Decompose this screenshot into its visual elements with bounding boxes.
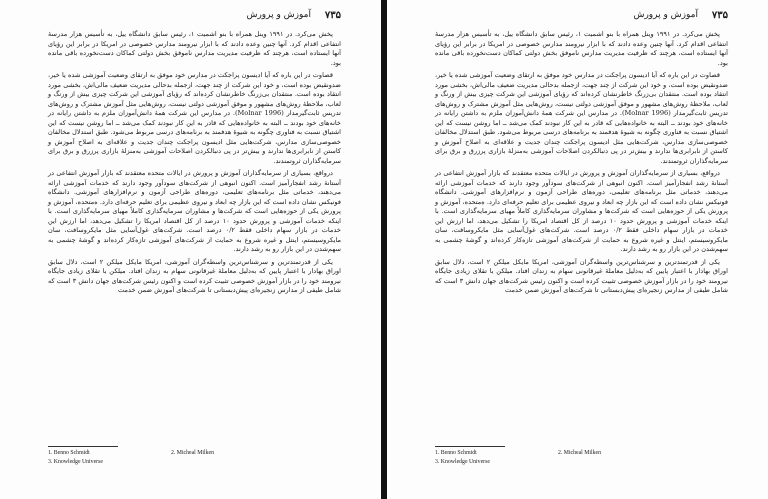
footnote-3: 3. Knowledge Universe bbox=[48, 459, 103, 465]
footnote-3: 3. Knowledge Universe bbox=[435, 459, 490, 465]
paragraph: یکی از قدرتمندترین و سرشناس‌ترین واسطه‌گران آموزشی، امریکا مایکل میلکن ۲ است، دلال سابق اوراق بهادار با اعتبار پایین که به‌دلیل معاملهٔ غیرقانونی سهام به زندان افتاد. میلکن با تقلای زیادی جایگاه نیرومند خود را در بازار آموزش خصوصی تثبیت کرده است و اکنون رئیس شرکت‌های جهان دانش ۳ است که شامل طیفی از مدارس زنجیره‌ای پیش‌دبستانی تا شرکت‌های آموزش ضمن خدمت bbox=[48, 257, 341, 294]
paragraph: درواقع، بسیاری از سرمایه‌گذاران آموزش و پرورش در ایالات متحده معتقدند که بازار آموزش انتفاعی در آستانهٔ رشد انفجارآمیز است. اکنون انبوهی از شرکت‌های سودآور وجود دارند که خدمات آموزشی ارائه می‌دهند، خدماتی مثل برنامه‌های تعلیمی، دوره‌های طراحی آزمون و نرم‌افزارهای آموزشی. دانشگاه فونیکس نشان داده است که این بازار چه ابعاد و نیروی عظیمی برای تعلیم حرفه‌ای دارد. ه‌متحده، آموزش و پرورش یکی از حوزه‌هایی است که شرکت‌ها و مشاوران سرمایه‌گذاری کاملاً مهیای سرمایه‌گذاری است. با اینکه خدمات آموزشی و پرورش حدود ۱۰ درصد از کل اقتصاد امریکا را تشکیل می‌دهد، اما ارزش این خدمات در بازار سهام داخلی فقط ۰/۲ درصد است. شرکت‌های غول‌آسایی مثل مایکروسافت، سان مایکروسیستم، اینتل و غیره شروع به حمایت از شرکت‌های آموزشی تازه‌کار کرده‌اند و گوشهٔ چشمی به سهم‌شدن در این بازار رو به رشد دارند. bbox=[435, 169, 728, 253]
paragraph: قصاوت در این باره که آیا ادیسون پراجکت در مدارس خود موفق به ارتقای وضعیت آموزشی شده یا خیر، ضدونقیض بوده است، و خود این شرکت از چند جهت، ازجمله بدحالی مدیریت ضعیف مالی‌اش، بخشی مورد انتقاد بوده است. منتقدان بی‌زرنگ خاطرنشان کرده‌اند که رؤیای آموزشی این شرکت چیزی بیش از ورنگ و لعاب، ملاحظهٔ روش‌های مشهور و موفق آموزشی دولتی نیست، روش‌هایی مثل آموزش مشترک و روش‌های تدریس ثابت‌گیرمدار (Molnar 1996). در مدارس این شرکت همهٔ دانش‌آموزان ملزم به داشتن رایانه در خانه‌های خود بودند ــ البته به خانواده‌هایی که قادر به این کار نبودند کمک می‌شد ــ اما روشن نیست که این اشتیاق نسبت به فناوری چگونه به شیوهٔ هدفمند به برنامه‌های درسی مربوط می‌شود. طبق استدلال مخالفان خصوصی‌سازی مدارس، شرکت‌هایی مثل ادیسون پراجکت چندان جدیت و علاقه‌ای به اصلاح آموزش و کاستن از نابرابری‌ها ندارند و بیش‌تر در پی دنبالکردن اصلاحات آموزشی به‌منزلهٔ بازاری پرزرق و برق برای سرمایه‌گذاران ثروتمندند. bbox=[48, 71, 341, 165]
body-text bbox=[435, 30, 728, 299]
footnote-1: 1. Benno Schmidt bbox=[48, 450, 90, 456]
running-title: آموزش و پرورش bbox=[633, 10, 698, 20]
footnote-rule bbox=[48, 446, 118, 447]
footnotes bbox=[435, 446, 728, 467]
page-number: ۷۳۵ bbox=[711, 10, 728, 21]
paragraph: پخش می‌کرد. در ۱۹۹۱ وینل همراه با بنو اشمیت ۱، رئیس سابق دانشگاه ییل، به تأسیس هزار مدرسهٔ انتفاعی اقدام کرد. آنها چنین وعده دادند که با ابزار نیرومند مدارس خصوصی در امریکا در برابر این رؤیای آنها ایستاده است، هرچند که ظرفیت مدیریت مدارس ناموفق بخش دولتی کماکان دست‌نخورده باقی مانده بود. bbox=[435, 30, 728, 67]
page-number: ۷۳۵ bbox=[324, 10, 341, 21]
footnote-rule bbox=[435, 446, 505, 447]
running-title: آموزش و پرورش bbox=[246, 10, 311, 20]
footnote-1: 1. Benno Schmidt bbox=[435, 450, 477, 456]
footnote-2: 2. Micheal Milken bbox=[558, 450, 601, 456]
paragraph: درواقع، بسیاری از سرمایه‌گذاران آموزش و پرورش در ایالات متحده معتقدند که بازار آموزش انتفاعی در آستانهٔ رشد انفجارآمیز است. اکنون انبوهی از شرکت‌های سودآور وجود دارند که خدمات آموزشی ارائه می‌دهند، خدماتی مثل برنامه‌های تعلیمی، دوره‌های طراحی آزمون و نرم‌افزارهای آموزشی. دانشگاه فونیکس نشان داده است که این بازار چه ابعاد و نیروی عظیمی برای تعلیم حرفه‌ای دارد. ه‌متحده، آموزش و پرورش یکی از حوزه‌هایی است که شرکت‌ها و مشاوران سرمایه‌گذاری کاملاً مهیای سرمایه‌گذاری است. با اینکه خدمات آموزشی و پرورش حدود ۱۰ درصد از کل اقتصاد امریکا را تشکیل می‌دهد، اما ارزش این خدمات در بازار سهام داخلی فقط ۰/۲ درصد است. شرکت‌های غول‌آسایی مثل مایکروسافت، سان مایکروسیستم، اینتل و غیره شروع به حمایت از شرکت‌های آموزشی تازه‌کار کرده‌اند و گوشهٔ چشمی به سهم‌شدن در این بازار رو به رشد دارند. bbox=[48, 169, 341, 253]
left-page bbox=[0, 0, 381, 499]
right-page bbox=[387, 0, 768, 499]
running-header bbox=[435, 10, 728, 24]
paragraph: پخش می‌کرد. در ۱۹۹۱ وینل همراه با بنو اشمیت ۱، رئیس سابق دانشگاه ییل، به تأسیس هزار مدرسهٔ انتفاعی اقدام کرد. آنها چنین وعده دادند که با ابزار نیرومند مدارس خصوصی در امریکا در برابر این رؤیای آنها ایستاده است، هرچند که ظرفیت مدیریت مدارس ناموفق بخش دولتی کماکان دست‌نخورده باقی مانده بود. bbox=[48, 30, 341, 67]
paragraph: قصاوت در این باره که آیا ادیسون پراجکت در مدارس خود موفق به ارتقای وضعیت آموزشی شده یا خیر، ضدونقیض بوده است، و خود این شرکت از چند جهت، ازجمله بدحالی مدیریت ضعیف مالی‌اش، بخشی مورد انتقاد بوده است. منتقدان بی‌زرنگ خاطرنشان کرده‌اند که رؤیای آموزشی این شرکت چیزی بیش از ورنگ و لعاب، ملاحظهٔ روش‌های مشهور و موفق آموزشی دولتی نیست، روش‌هایی مثل آموزش مشترک و روش‌های تدریس ثابت‌گیرمدار (Molnar 1996). در مدارس این شرکت همهٔ دانش‌آموزان ملزم به داشتن رایانه در خانه‌های خود بودند ــ البته به خانواده‌هایی که قادر به این کار نبودند کمک می‌شد ــ اما روشن نیست که این اشتیاق نسبت به فناوری چگونه به شیوهٔ هدفمند به برنامه‌های درسی مربوط می‌شود. طبق استدلال مخالفان خصوصی‌سازی مدارس، شرکت‌هایی مثل ادیسون پراجکت چندان جدیت و علاقه‌ای به اصلاح آموزش و کاستن از نابرابری‌ها ندارند و بیش‌تر در پی دنبالکردن اصلاحات آموزشی به‌منزلهٔ بازاری پرزرق و برق برای سرمایه‌گذاران ثروتمندند. bbox=[435, 71, 728, 165]
running-header bbox=[48, 10, 341, 24]
paragraph: یکی از قدرتمندترین و سرشناس‌ترین واسطه‌گران آموزشی، امریکا مایکل میلکن ۲ است، دلال سابق اوراق بهادار با اعتبار پایین که به‌دلیل معاملهٔ غیرقانونی سهام به زندان افتاد. میلکن با تقلای زیادی جایگاه نیرومند خود را در بازار آموزش خصوصی تثبیت کرده است و اکنون رئیس شرکت‌های جهان دانش ۳ است که شامل طیفی از مدارس زنجیره‌ای پیش‌دبستانی تا شرکت‌های آموزش ضمن خدمت bbox=[435, 257, 728, 294]
footnote-2: 2. Micheal Milken bbox=[171, 450, 214, 456]
footnotes bbox=[48, 446, 341, 467]
body-text bbox=[48, 30, 341, 299]
